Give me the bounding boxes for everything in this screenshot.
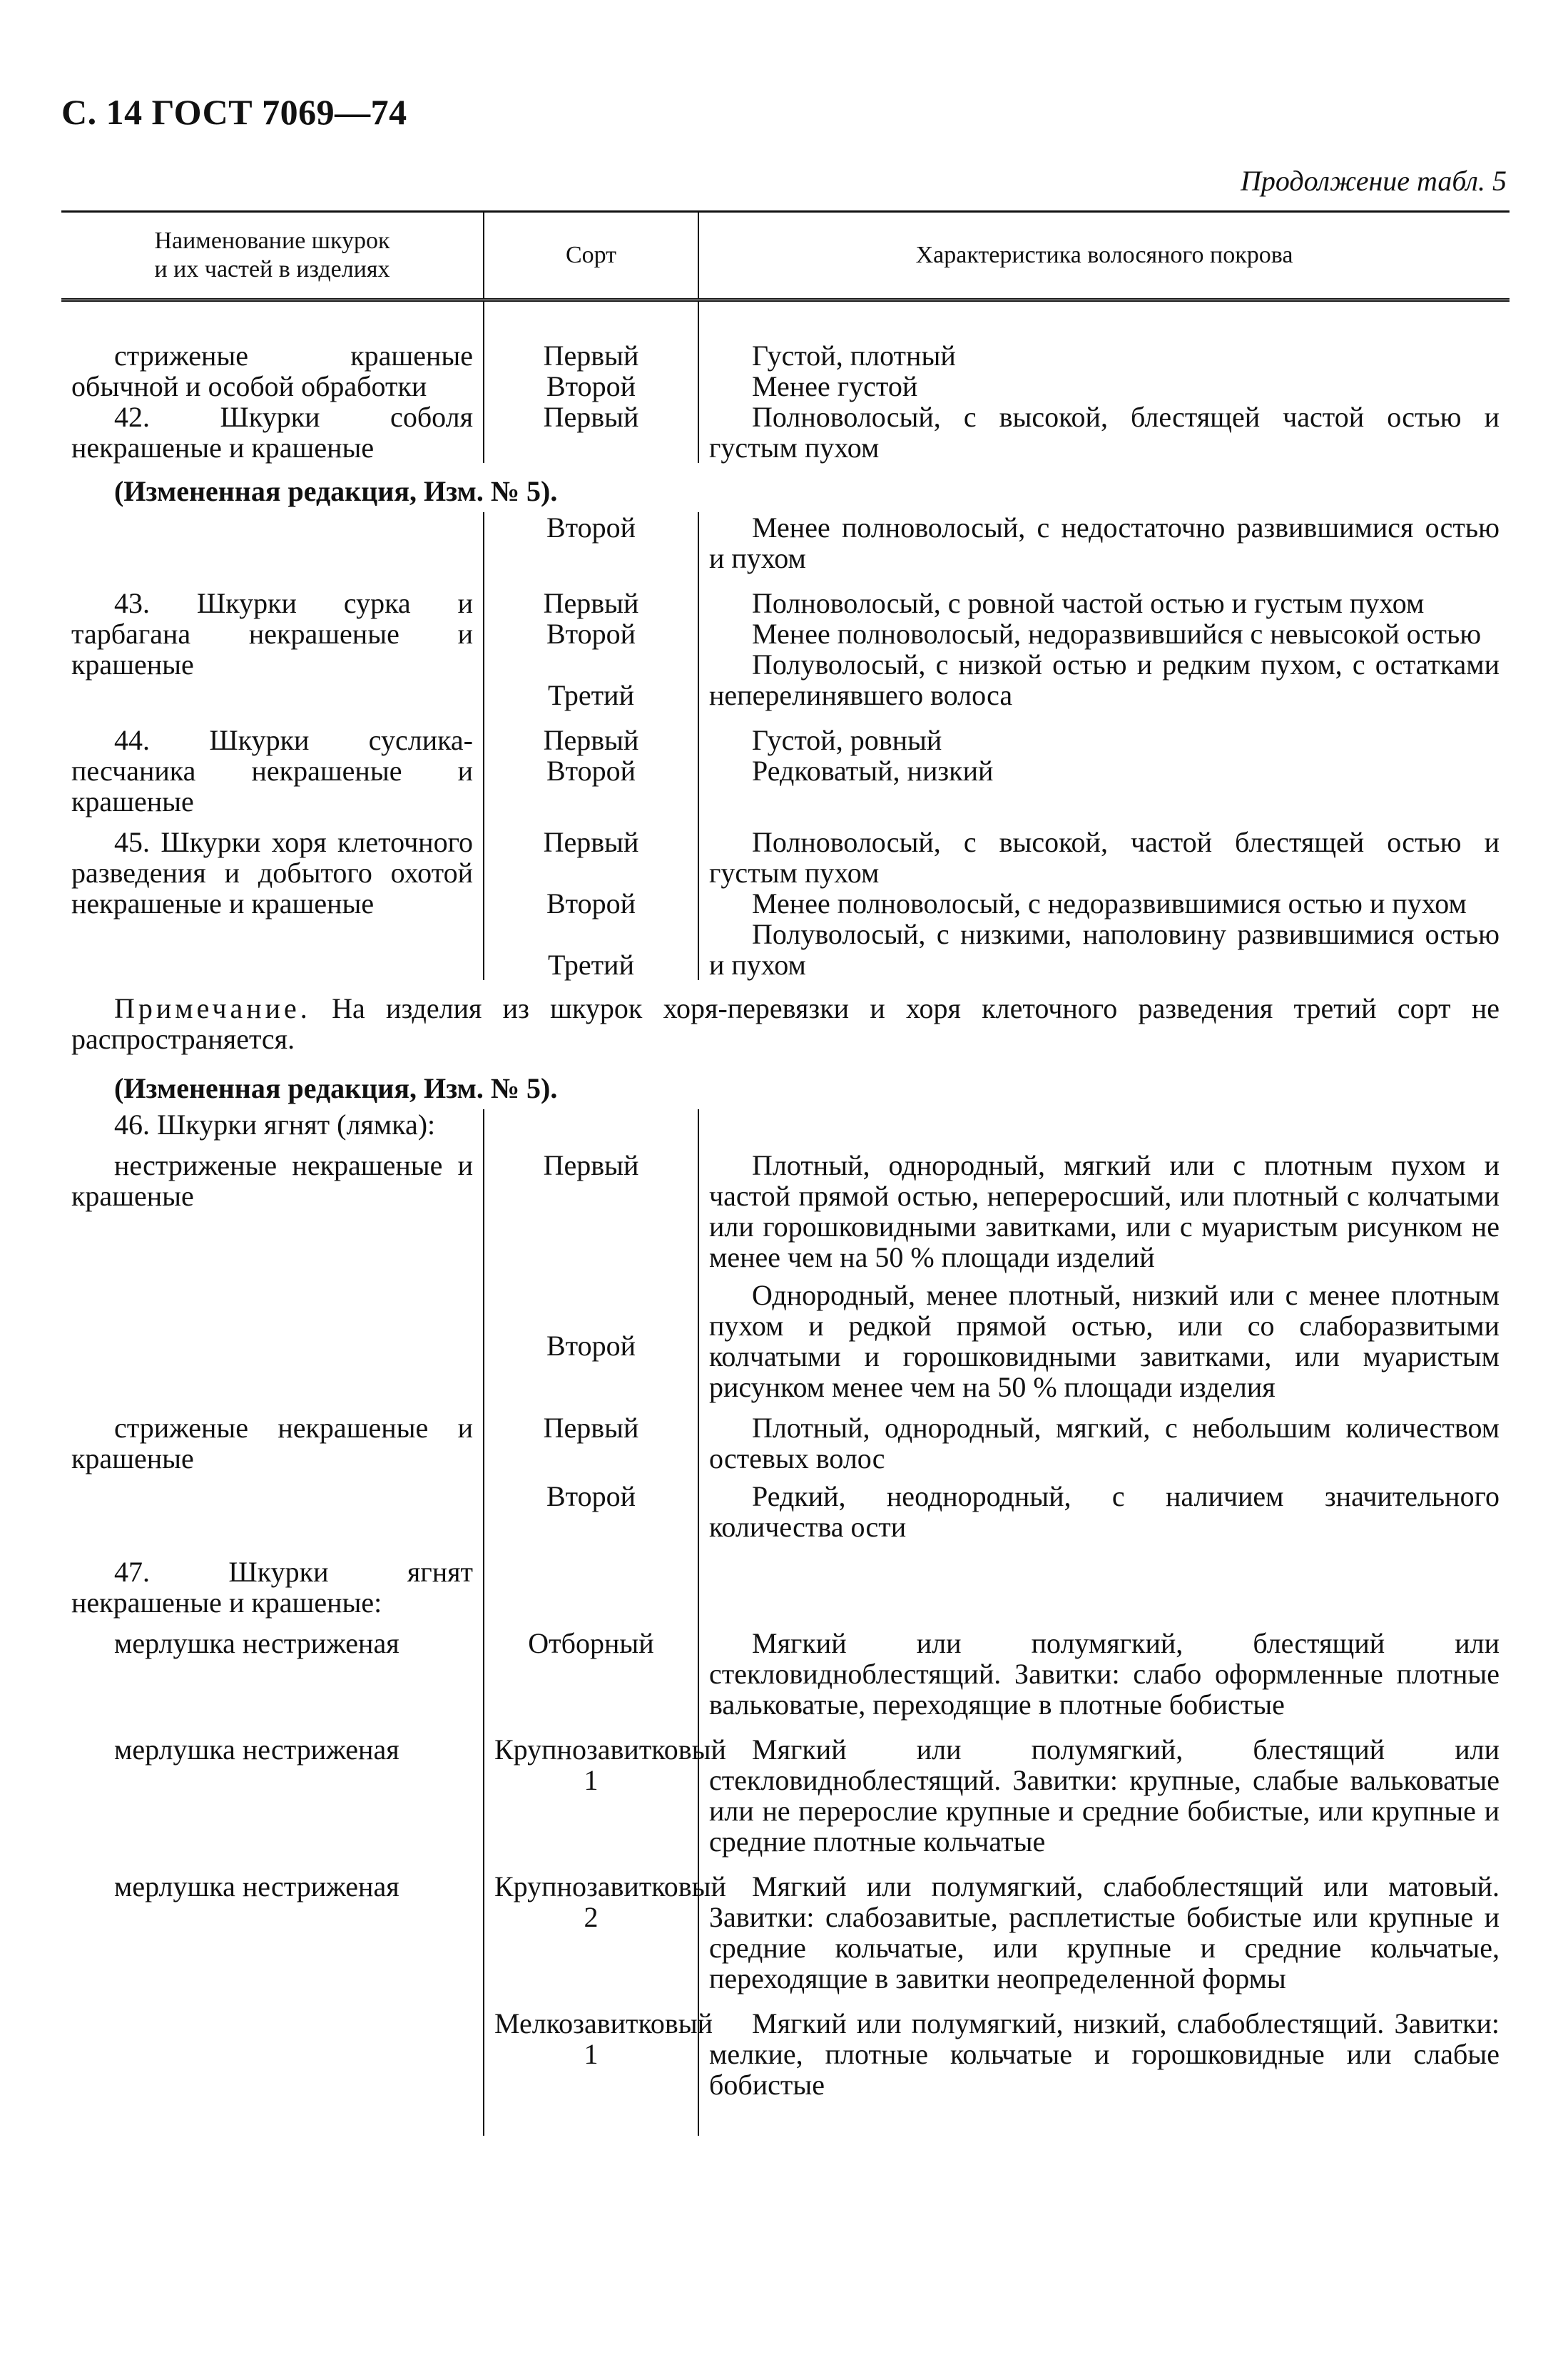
grade-table — [61, 210, 1510, 2136]
table-row — [61, 1150, 1510, 1402]
table-row — [61, 340, 1510, 402]
characteristic-text: Полуволосый, с низкой остью и редким пухом, с остатками неперелинявшего волоса — [709, 648, 1500, 711]
characteristic-text: Редковатый, низкий — [752, 755, 994, 787]
characteristic-text: Менее полноволосый, с недостаточно развившимися остью и пухом — [709, 511, 1500, 574]
item-name: 42. Шкурки соболя некрашеные и крашеные — [61, 402, 484, 463]
characteristic-text: Менее полноволосый, недоразвившийся с невысокой остью — [752, 618, 1482, 650]
grade-value: Крупнозавитковый 1 — [484, 1734, 698, 1857]
page-header: С. 14 ГОСТ 7069—74 — [61, 92, 407, 132]
table-row — [61, 402, 1510, 463]
grade-value: Второй — [546, 755, 636, 787]
table-header-row — [61, 212, 1510, 300]
grade-value: Второй — [546, 1330, 636, 1362]
grade-value: Первый — [543, 826, 639, 858]
characteristic-text: Полноволосый, с высокой, частой блестящей остью и густым пухом — [709, 826, 1500, 889]
table-row — [61, 512, 1510, 574]
table-row — [61, 725, 1510, 817]
table-row — [61, 1734, 1510, 1857]
grade-value: Первый — [543, 340, 639, 372]
item-name: 47. Шкурки ягнят некрашеные и крашеные: — [61, 1557, 484, 1618]
item-name: стриженые крашеные обычной и особой обработки — [61, 340, 484, 402]
grade-cell — [484, 827, 698, 980]
grade-value: Первый — [543, 1149, 639, 1181]
table-row — [61, 1557, 1510, 1618]
characteristic-text: Плотный, однородный, мягкий или с плотным пухом и частой прямой остью, непереросший, или плотный с колчатыми или горошковидными завитками, или с муаристым рисунком не менее чем на 50 % площади изделий — [709, 1149, 1500, 1273]
characteristic-text: Мягкий или полумягкий, низкий, слабоблестящий. Завитки: мелкие, плотные кольчатые и горошковидные или слабые бобистые — [709, 2007, 1500, 2101]
grade-value: Отборный — [484, 1628, 698, 1720]
grade-value: Первый — [543, 724, 639, 756]
note-text: На изделия из шкурок хоря-перевязки и хоря клеточного разведения третий сорт не распространяется. — [71, 992, 1500, 1055]
characteristic-text: Густой, плотный — [752, 340, 956, 372]
grade-cell — [484, 340, 698, 402]
amendment-note: (Измененная редакция, Изм. № 5). — [114, 475, 558, 507]
grade-value: Второй — [484, 512, 698, 574]
grade-cell — [484, 1412, 698, 1542]
characteristic-text: Менее густой — [752, 370, 918, 402]
characteristic-text: Однородный, менее плотный, низкий или с менее плотным пухом и редкой прямой остью, или со слаборазвитыми колчатыми и горошковидными завитками, или муаристым рисунком менее чем на 50 % площади изделия — [709, 1279, 1500, 1403]
column-header-name-line2: и их частей в изделиях — [154, 256, 390, 282]
table-row — [61, 588, 1510, 710]
grade-value: Третий — [548, 949, 634, 981]
table-row — [61, 1109, 1510, 1140]
item-name: мерлушка нестриженая — [61, 1628, 484, 1720]
grade-cell — [484, 725, 698, 817]
item-name: мерлушка нестриженая — [61, 1871, 484, 1994]
amendment-row — [61, 463, 1510, 512]
characteristic-text: Полноволосый, с ровной частой остью и густым пухом — [752, 587, 1425, 619]
item-name: 46. Шкурки ягнят (лямка): — [61, 1109, 484, 1140]
grade-cell — [484, 588, 698, 710]
characteristic-text: Густой, ровный — [752, 724, 942, 756]
grade-value: Третий — [548, 679, 634, 711]
characteristic-cell — [698, 340, 1510, 402]
item-name: 44. Шкурки суслика-песчаника некрашеные и крашеные — [61, 725, 484, 817]
amendment-row — [61, 1060, 1510, 1109]
characteristic-text: Мягкий или полумягкий, блестящий или стекловиднoблестящий. Завитки: слабо оформленные плотные вальковатые, переходящие в плотные бобистые — [709, 1627, 1500, 1721]
table-continuation-label: Продолжение табл. 5 — [1240, 165, 1507, 197]
grade-value: Второй — [546, 618, 636, 650]
table-row — [61, 1871, 1510, 1994]
grade-value: Второй — [546, 370, 636, 402]
item-name: 45. Шкурки хоря клеточного разведения и добытого охотой некрашеные и крашеные — [61, 827, 484, 980]
characteristic-text: Плотный, однородный, мягкий, с небольшим количеством остевых волос — [709, 1412, 1500, 1474]
amendment-note: (Измененная редакция, Изм. № 5). — [114, 1072, 558, 1104]
characteristic-text: Мягкий или полумягкий, слабоблестящий или матовый. Завитки: слабозавитые, расплетистые бобистые или крупные и средние кольчатые, или крупные и средние кольчатые, переходящие в завитки неопределенной формы — [709, 1870, 1500, 1995]
table-row — [61, 1412, 1510, 1542]
characteristic-cell — [698, 1150, 1510, 1402]
table-row — [61, 2008, 1510, 2100]
characteristic-text: Полуволосый, с низкими, наполовину развившимися остью и пухом — [709, 918, 1500, 981]
column-header-characteristic: Характеристика волосяного покрова — [698, 212, 1510, 300]
note-row — [61, 980, 1510, 1060]
item-name: нестриженые некрашеные и крашеные — [61, 1150, 484, 1402]
table-row — [61, 827, 1510, 980]
grade-value: Второй — [546, 1480, 636, 1512]
grade-cell — [484, 1150, 698, 1402]
table-note — [61, 980, 1510, 1060]
characteristic-cell — [698, 588, 1510, 710]
table-row — [61, 1628, 1510, 1720]
characteristic-text: Полноволосый, с высокой, блестящей частой остью и густым пухом — [709, 401, 1500, 464]
characteristic-text: Редкий, неоднородный, с наличием значительного количества ости — [709, 1480, 1500, 1543]
note-label: Примечание. — [114, 992, 311, 1024]
column-header-name-line1: Наименование шкурок — [154, 228, 390, 254]
column-header-grade: Сорт — [484, 212, 698, 300]
characteristic-text: Менее полноволосый, с недоразвившимися остью и пухом — [752, 887, 1467, 919]
item-name: мерлушка нестриженая — [61, 1734, 484, 1857]
grade-value: Первый — [484, 402, 698, 463]
column-header-name — [61, 212, 484, 300]
characteristic-text: Мягкий или полумягкий, блестящий или стекловиднoблестящий. Завитки: крупные, слабые вальковатые или не перерослие крупные и средние бобистые, или крупные и средние плотные кольчатые — [709, 1733, 1500, 1858]
characteristic-cell — [698, 1412, 1510, 1542]
characteristic-cell — [698, 725, 1510, 817]
grade-value: Второй — [546, 887, 636, 919]
grade-value: Первый — [543, 1412, 639, 1444]
grade-value: Крупнозавитковый 2 — [484, 1871, 698, 1994]
grade-value: Первый — [543, 587, 639, 619]
item-name: стриженые некрашеные и крашеные — [61, 1412, 484, 1542]
item-name: 43. Шкурки сурка и тарбагана некрашеные и крашеные — [61, 588, 484, 710]
characteristic-cell — [698, 827, 1510, 980]
grade-value: Мелкозавитковый 1 — [484, 2008, 698, 2100]
